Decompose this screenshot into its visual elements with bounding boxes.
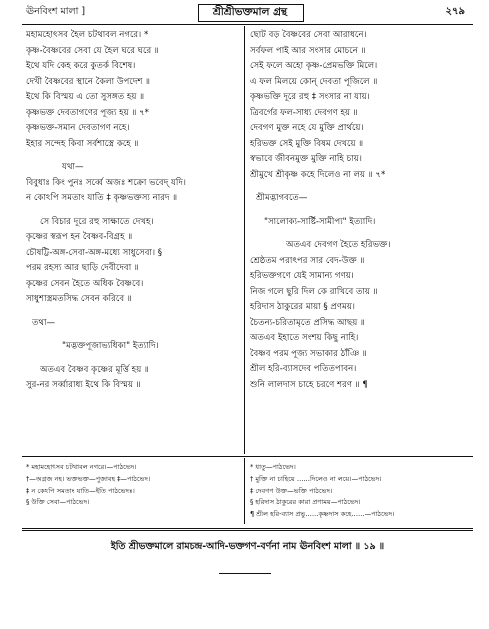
verse-line: কৃষ্ণভক্তি দূরে রহু ‡ সংসার না যায়।: [250, 92, 370, 102]
verse-line: [26, 355, 238, 363]
verse-line: শ্রেষ্ঠতম পরাৎপর সার বেদ-উক্ত ॥: [250, 255, 365, 266]
verse-line: দেবগণ মুক্ত নহে যে মুক্তি প্রার্থয়ে।: [250, 123, 364, 133]
footnote: †—অগ্রজ নহ। ভক্তভক্ত—পুজাবহ ‡—পাঠভেদ।: [26, 474, 151, 483]
verse-line: "সালোক্য-সার্ষ্টি-সামীপ্য" ইত্যাদি।: [264, 216, 376, 227]
right-text-column: [250, 28, 476, 393]
verse-line: পরম রহস্য আর ছাড়ি দেবীদেবা ॥: [26, 263, 139, 273]
footnote-column-divider: [244, 458, 245, 524]
verse-line: কৃষ্ণভক্ত দেবতাগণের পূজ্য হয় ॥ ৭*: [26, 107, 149, 118]
running-header-chapter: ঊনবিংশ মালা ]: [26, 6, 86, 17]
verse-line: ত্রিবর্গের ফল-সাধ্য দেবগণ হয় ॥: [250, 107, 358, 118]
running-header-title: শ্রীশ্রীভক্তমাল গ্রন্থ: [212, 6, 288, 18]
verse-line: এ ফল মিলয়ে কোন্ দেবতা পূজিলে ॥: [250, 76, 378, 87]
verse-line: [250, 230, 476, 238]
right-footnotes: [250, 462, 476, 521]
footnote: § উক্তি সেবা—পাঠভেদ।: [26, 498, 90, 507]
verse-line: অতএব বৈষ্ণব কৃষ্ণের মূর্ত্তি হয় ॥: [40, 364, 149, 375]
footnote-bottom-rule: [22, 528, 473, 529]
verse-line: শ্রীমুখে শ্রীকৃষ্ণ কহে দিলেও না লয় ॥ ৭*: [250, 169, 386, 180]
verse-line: চৌষট্টি-অঙ্গ-সেবা-অঙ্গ-মধ্যে সাধুসেবা। §: [26, 247, 163, 258]
verse-line: সুর-নর সর্ব্বারাধ্য ইথে কি বিস্ময় ॥: [26, 380, 141, 390]
footnote: * ধাতু—পাঠভেদ।: [250, 463, 296, 471]
verse-line: "মদ্ভক্তপূজাভ্যধিকা" ইত্যাদি।: [62, 341, 159, 351]
verse-line: সে বিচার দূরে রহু সাক্ষাতে দেখহ।: [40, 216, 154, 227]
header-rule: [22, 24, 473, 25]
end-rule: [219, 573, 271, 574]
verse-line: [26, 308, 238, 316]
verse-line: তথা—: [32, 317, 56, 328]
verse-line: ইথে কি বিস্ময় এ তো সুসঙ্গত হয় ॥: [26, 92, 145, 102]
verse-line: কৃষ্ণের সেবন হৈতে অধিক বৈষ্ণবে।: [26, 278, 144, 289]
verse-line: হরিদাস ঠাকুরের মায়া § প্রণময়।: [250, 302, 355, 312]
verse-line: অতএব দেবগণ হৈতে হরিভক্ত।: [286, 240, 391, 250]
verse-line: বৈষ্ণব পরম পূজ্য সভাকার ঠাঁঞি ॥: [250, 348, 367, 359]
left-footnotes: [26, 462, 238, 509]
verse-line: সেই ফলে অহো কৃষ্ণ-প্রেমভক্তি মিলে।: [250, 61, 378, 71]
verse-line: কৃষ্ণের স্বরূপ হন বৈষ্ণব-বিগ্রহ ॥: [26, 232, 133, 242]
verse-line: চৈতন্য-চরিতামৃতে প্রসিদ্ধ আছয় ॥: [250, 317, 365, 328]
verse-line: শ্রীমদ্ভাগবতে—: [256, 193, 308, 203]
page-number: ২৭৯: [445, 6, 465, 17]
verse-line: ছোট বড় বৈষ্ণবের সেবা আরাধনে।: [250, 30, 367, 40]
footnote: ¶ শ্রীল হরি-ব্যাস প্রভু……কৃষ্ণদাস কহে……—পাঠভেদ।: [250, 510, 395, 519]
verse-line: অতএব ইহাতে সংশয় কিছু নাহি।: [250, 333, 359, 343]
verse-line: কৃষ্ণভক্ত-সমান দেবতাগণ নহে।: [26, 123, 130, 133]
verse-line: [26, 152, 238, 160]
footnote: § হরিদাস ঠাকুরের কারা প্রণাময়—পাঠভেদ।: [250, 498, 361, 507]
verse-line: স্বভাবে জীবনমুক্ত মুক্তি নাহি চায়।: [250, 154, 362, 164]
footnote: † মুক্তি না চাহিয়ে ……দিলেও না লয়ে।—পাঠভেদ।: [250, 474, 382, 483]
verse-line: [26, 207, 238, 215]
column-divider: [244, 26, 245, 454]
footnote: * মহামহোৎসব চটথাবল নগরে।—পাঠভেদ।: [26, 463, 137, 471]
verse-line: ইহার সন্দেহ কিবা সর্বশাস্ত্রে কহে ॥: [26, 138, 139, 149]
footnote-rule: [22, 456, 473, 457]
verse-line: [26, 331, 238, 339]
verse-line: সর্বফল পাই আর সংসার মোচনে ॥: [250, 45, 366, 56]
verse-line: শুনি লালদাস চাহে চরণে শরণ ॥ ¶: [250, 379, 368, 390]
verse-line: দেখী বৈষ্ণবের স্থানে কৈলা উপদেশ ॥: [26, 76, 151, 87]
verse-line: বিবুধাঃ কিং পুনঃ সর্ব্বে অজঃ শক্রো ভবেদ্ যদি।: [26, 177, 186, 188]
verse-line: ন কোঽপি সমতাং যাতি ‡ কৃষ্ণভক্তস্য নারদ ॥: [26, 193, 178, 203]
chapter-colophon: ইতি শ্রীভক্তমালে রামচন্দ্র-আদি-ভক্তগণ-বর্ণনা নাম ঊনবিংশ মালা ॥ ১৯ ॥: [110, 541, 385, 552]
footnote-bottom-rule-double: [22, 530, 473, 531]
verse-line: [250, 207, 476, 215]
verse-line: মহামহোৎসব হৈল চটথাবল নগরে। *: [26, 30, 149, 40]
verse-line: ইথে যদি কেহ করে কুতর্ক বিশেষ।: [26, 61, 136, 71]
footnote: ‡ দেবগণ উক্ত—ভক্তি পাঠভেদ।: [250, 486, 333, 495]
left-text-column: [26, 28, 238, 394]
verse-line: হরিভক্তগণে যেই সামান্য গণয়।: [250, 271, 354, 281]
verse-line: হরিভক্ত সেই মুক্তি বিষম দেখয়ে ॥: [250, 138, 364, 149]
verse-line: শ্রীল হরি-ব্যাসদেব পতিতপাবন।: [250, 364, 357, 374]
verse-line: সাধুশাস্ত্রমতসিদ্ধ সেবন করিবে ॥: [26, 294, 132, 304]
verse-line: [250, 183, 476, 191]
footnote: ‡ ন কেঽপি সমতাং যাতি—ইতি পাঠভেদঃ।: [26, 486, 135, 495]
verse-line: কৃষ্ণ-বৈষ্ণবের সেবা যে হৈল ঘরে ঘরে ॥: [26, 45, 159, 56]
verse-line: নিজ গলে ছুরি দিল কে রাখিবে তায় ॥: [250, 286, 378, 297]
verse-line: যথা—: [62, 162, 84, 172]
